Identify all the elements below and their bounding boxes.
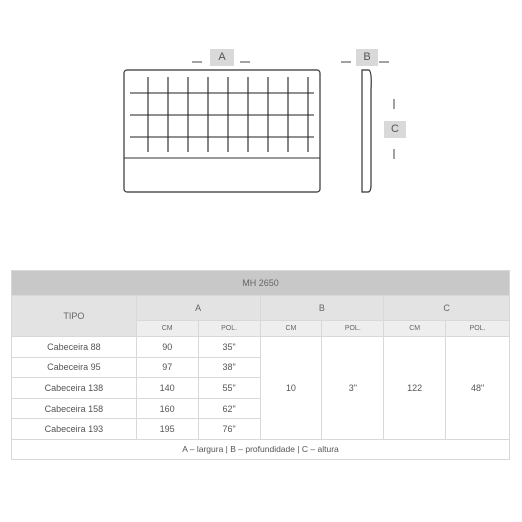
b-pol-cell: 3" — [322, 337, 384, 440]
tipo-header: TIPO — [12, 296, 137, 337]
subheader-c-pol: POL. — [446, 321, 510, 337]
a-pol-cell: 76" — [198, 419, 260, 440]
dimensions-table — [11, 270, 510, 460]
a-pol-cell: 62" — [198, 398, 260, 419]
dim-c-label: C — [384, 121, 406, 138]
group-header-b: B — [260, 296, 384, 321]
table-title: MH 2650 — [12, 271, 510, 296]
c-cm-cell: 122 — [384, 337, 446, 440]
tipo-cell: Cabeceira 95 — [12, 357, 137, 378]
a-pol-cell: 55" — [198, 378, 260, 399]
subheader-a-cm: CM — [136, 321, 198, 337]
subheader-b-cm: CM — [260, 321, 322, 337]
a-cm-cell: 195 — [136, 419, 198, 440]
group-header-c: C — [384, 296, 510, 321]
headboard-drawing — [0, 0, 522, 230]
a-cm-cell: 90 — [136, 337, 198, 358]
table-footer-legend: A – largura | B – profundidade | C – altura — [12, 439, 510, 459]
subheader-a-pol: POL. — [198, 321, 260, 337]
tipo-cell: Cabeceira 158 — [12, 398, 137, 419]
dim-b-label: B — [356, 49, 378, 66]
a-pol-cell: 38" — [198, 357, 260, 378]
tipo-cell: Cabeceira 88 — [12, 337, 137, 358]
a-pol-cell: 35" — [198, 337, 260, 358]
group-header-a: A — [136, 296, 260, 321]
a-cm-cell: 140 — [136, 378, 198, 399]
a-cm-cell: 97 — [136, 357, 198, 378]
table-row — [12, 337, 510, 358]
side-view-outline — [362, 70, 371, 192]
front-view-outline — [124, 70, 320, 192]
a-cm-cell: 160 — [136, 398, 198, 419]
tufting-grid — [130, 77, 314, 152]
b-cm-cell: 10 — [260, 337, 322, 440]
tipo-cell: Cabeceira 193 — [12, 419, 137, 440]
subheader-b-pol: POL. — [322, 321, 384, 337]
c-pol-cell: 48" — [446, 337, 510, 440]
product-drawing — [0, 0, 522, 230]
dim-a-label: A — [210, 49, 234, 66]
tipo-cell: Cabeceira 138 — [12, 378, 137, 399]
subheader-c-cm: CM — [384, 321, 446, 337]
